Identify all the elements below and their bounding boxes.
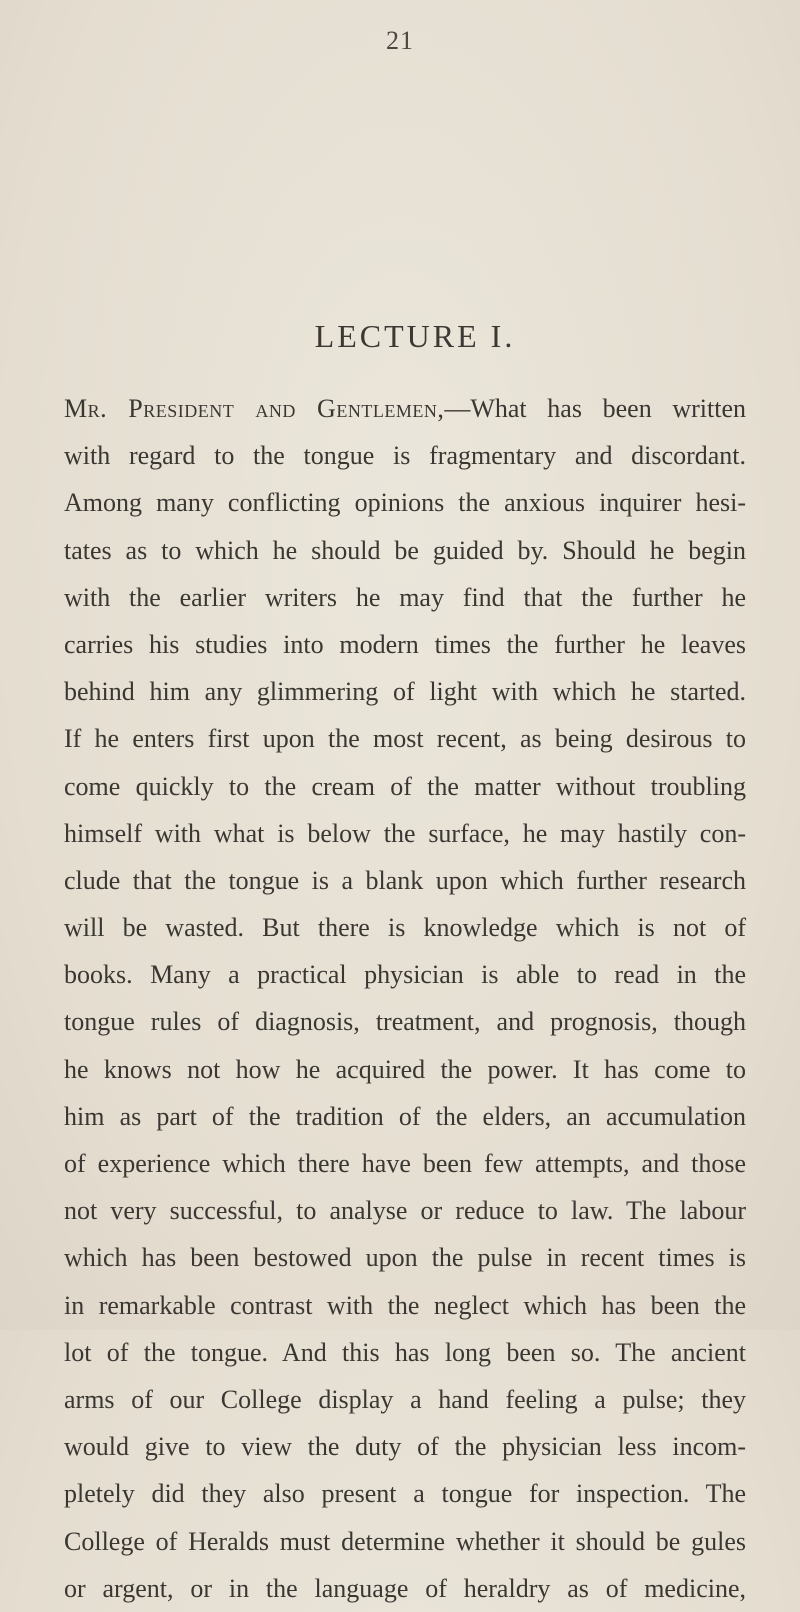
text-line-18: not very successful, to analyse or reduce to law. The labour [64,1196,746,1226]
text-line-12: will be wasted. But there is knowledge which is not of [64,913,746,943]
text-line-23: would give to view the duty of the physician less incom- [64,1432,746,1462]
text-line-16: him as part of the tradition of the elders, an accumulation [64,1101,746,1131]
text-line-1-rest: —What has been written [444,394,746,423]
text-line-13: books. Many a practical physician is able to read in the [64,960,746,990]
text-line-10: himself with what is below the surface, he may hastily con- [64,818,746,848]
body-text [64,385,746,1612]
text-line-9: come quickly to the cream of the matter without troubling [64,771,746,801]
text-line-25: College of Heralds must determine whether it should be gules [64,1526,746,1556]
lecture-heading: LECTURE I. [314,318,516,354]
text-line-5: with the earlier writers he may find that the further he [64,582,746,612]
text-line-1 [64,385,746,432]
text-line-17: of experience which there have been few attempts, and those [64,1149,746,1178]
text-line-22: arms of our College display a hand feeling a pulse; they [64,1384,746,1414]
text-line-14: tongue rules of diagnosis, treatment, and prognosis, though [64,1007,746,1037]
text-line-26: or argent, or in the language of heraldry as of medicine, [64,1573,746,1603]
text-line-8: If he enters first upon the most recent, as being desirous to [64,724,746,754]
text-line-20: in remarkable contrast with the neglect which has been the [64,1290,746,1320]
text-line-7: behind him any glimmering of light with which he started. [64,677,746,707]
text-line-4: tates as to which he should be guided by. Should he begin [64,535,746,565]
text-line-21: lot of the tongue. And this has long been so. The ancient [64,1337,746,1367]
page-number: 21 [386,26,414,55]
text-line-24: pletely did they also present a tongue for inspection. The [64,1479,746,1509]
text-line-11: clude that the tongue is a blank upon which further research [64,865,746,895]
text-line-3: Among many conflicting opinions the anxious inquirer hesi- [64,488,746,518]
text-line-15: he knows not how he acquired the power. It has come to [64,1054,746,1084]
text-line-19: which has been bestowed upon the pulse in recent times is [64,1243,746,1273]
text-line-6: carries his studies into modern times the further he leaves [64,629,746,659]
opening-salutation: Mr. President and Gentlemen, [64,394,445,423]
text-line-2: with regard to the tongue is fragmentary and discordant. [64,441,746,471]
